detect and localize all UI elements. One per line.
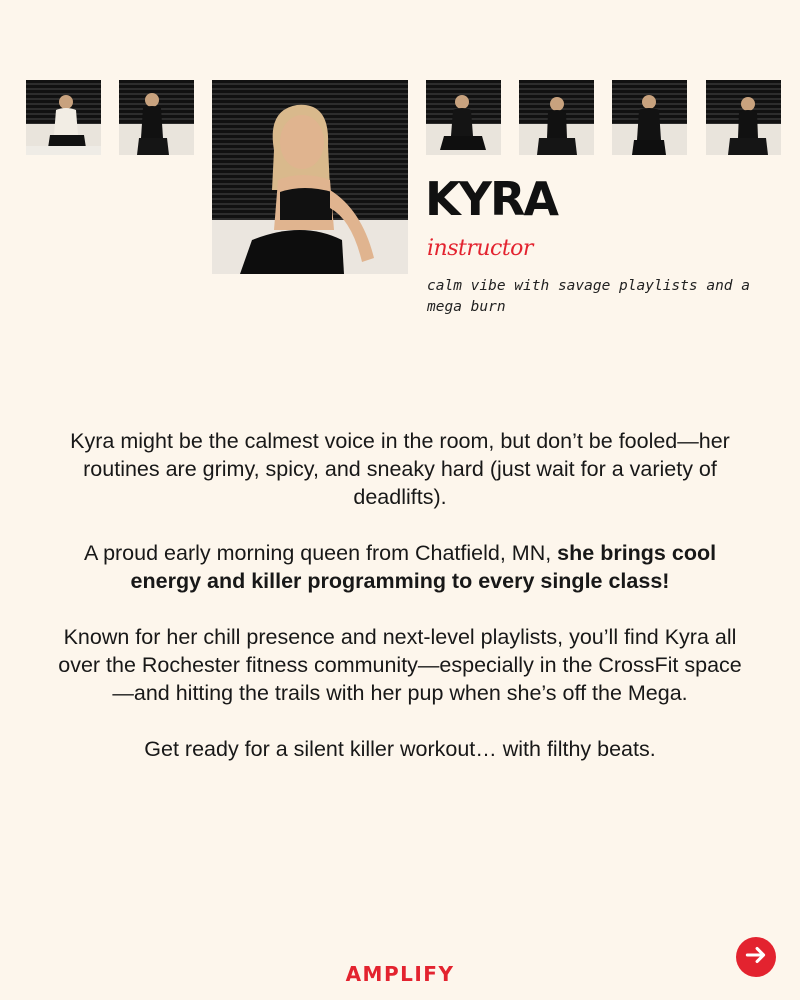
instructor-role: instructor [427, 236, 533, 261]
instructor-photo-main [212, 80, 408, 274]
instructor-tagline: calm vibe with savage playlists and a mega burn [427, 278, 751, 315]
instructor-photo-3 [426, 80, 501, 155]
instructor-bio [50, 427, 750, 791]
bio-paragraph-1: Kyra might be the calmest voice in the room, but don’t be fooled—her routines are grimy, spicy, and sneaky hard (just wait for a variety of deadlifts). [70, 429, 730, 509]
instructor-name: KYRA [425, 172, 557, 226]
instructor-photo-5 [612, 80, 687, 155]
bio-paragraph-2-highlight: she brings cool energy and killer programming to every single class! [130, 541, 717, 593]
bio-paragraph-4: Get ready for a silent killer workout… with filthy beats. [144, 737, 656, 761]
bio-paragraph-2-text: A proud early morning queen from Chatfield, MN, [83, 541, 558, 565]
instructor-photo-1 [26, 80, 101, 155]
instructor-photo-6 [706, 80, 781, 155]
instructor-photo-4 [519, 80, 594, 155]
bio-paragraph-3: Known for her chill presence and next-level playlists, you’ll find Kyra all over the Rochester fitness community—especially in the CrossFit space—and hitting the trails with her pup when she’s off the Mega. [58, 625, 742, 705]
arrow-right-icon [743, 942, 769, 973]
brand-logo: AMPLIFY [345, 962, 455, 986]
next-button[interactable] [736, 937, 776, 977]
bio-paragraph-2 [50, 539, 750, 595]
instructor-photo-2 [119, 80, 194, 155]
